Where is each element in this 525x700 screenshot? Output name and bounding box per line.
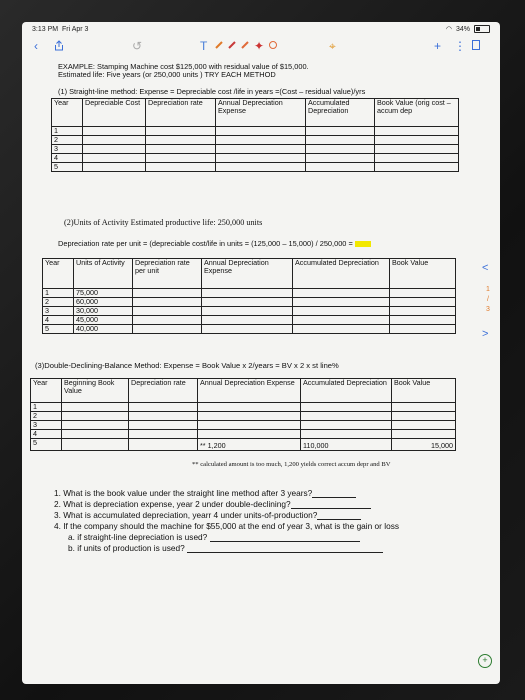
col-depreciation-rate: Depreciation rate — [129, 379, 198, 403]
status-bar — [22, 22, 500, 36]
expense-cell[interactable] — [202, 298, 293, 307]
highlighter-icon[interactable] — [240, 40, 250, 52]
table-row — [31, 430, 456, 439]
year-cell: 1 — [31, 403, 62, 412]
book-value-cell: 15,000 — [392, 439, 456, 451]
beginning-bv-cell[interactable] — [62, 430, 129, 439]
page-icon[interactable] — [472, 40, 480, 52]
expense-cell[interactable] — [216, 127, 306, 136]
units-cell: 30,000 — [74, 307, 133, 316]
units-cell: 75,000 — [74, 289, 133, 298]
table-row — [43, 289, 456, 298]
book-value-cell[interactable] — [392, 421, 456, 430]
ddb-title: (3)Double-Declining-Balance Method: Expense = Book Value x 2/years = BV x 2 x st line% — [35, 361, 339, 370]
expense-cell[interactable] — [216, 136, 306, 145]
table-row — [31, 412, 456, 421]
accumulated-cell[interactable] — [301, 403, 392, 412]
table-row — [31, 439, 456, 451]
depreciable-cost-cell[interactable] — [83, 154, 146, 163]
year-cell: 4 — [52, 154, 83, 163]
eraser-icon[interactable] — [268, 40, 278, 52]
undo-icon[interactable]: ↺ — [132, 39, 143, 53]
expense-cell[interactable] — [216, 154, 306, 163]
col-accumulated: Accumulated Depreciation — [293, 259, 390, 289]
table-row — [52, 154, 459, 163]
col-year: Year — [43, 259, 74, 289]
screen — [22, 22, 500, 684]
accumulated-cell[interactable] — [293, 316, 390, 325]
answer-line[interactable] — [312, 489, 356, 498]
year-cell: 2 — [52, 136, 83, 145]
book-value-cell[interactable] — [375, 163, 459, 172]
rate-cell[interactable] — [146, 163, 216, 172]
units-cell: 40,000 — [74, 325, 133, 334]
book-value-cell[interactable] — [390, 316, 456, 325]
table-header-row — [43, 259, 456, 289]
table-row — [43, 316, 456, 325]
book-value-cell[interactable] — [390, 307, 456, 316]
accumulated-cell[interactable] — [306, 163, 375, 172]
accumulated-cell[interactable] — [306, 145, 375, 154]
zoom-icon[interactable]: + — [478, 654, 492, 668]
year-cell: 4 — [31, 430, 62, 439]
rate-cell[interactable] — [146, 127, 216, 136]
rate-cell[interactable] — [129, 439, 198, 451]
accumulated-cell[interactable] — [306, 136, 375, 145]
highlight-mark — [355, 241, 371, 247]
expense-cell[interactable] — [216, 145, 306, 154]
expense-cell: ** 1,200 — [198, 439, 301, 451]
table-row — [52, 163, 459, 172]
question-4a — [68, 533, 360, 542]
year-cell: 1 — [52, 127, 83, 136]
table-row — [43, 298, 456, 307]
accumulated-cell[interactable] — [301, 430, 392, 439]
answer-line[interactable] — [317, 511, 361, 520]
col-book-value: Book Value — [390, 259, 456, 289]
answer-line[interactable] — [210, 533, 360, 542]
question-2 — [54, 500, 371, 509]
year-cell: 2 — [31, 412, 62, 421]
question-4b — [68, 544, 383, 553]
rate-cell[interactable] — [129, 421, 198, 430]
rate-cell[interactable] — [146, 154, 216, 163]
date-text: Fri Apr 3 — [61, 26, 89, 33]
chevron-right-icon[interactable]: > — [482, 328, 489, 340]
question-4a-text: a. if straight-line depreciation is used? — [68, 532, 208, 542]
year-cell: 3 — [31, 421, 62, 430]
question-4b-text: b. if units of production is used? — [68, 543, 185, 553]
text-tool-icon[interactable]: T — [200, 39, 208, 53]
ddb-footnote: ** calculated amount is too much, 1,200 yields correct accum depr and BV — [192, 461, 391, 468]
depreciable-cost-cell[interactable] — [83, 145, 146, 154]
location-pin-icon[interactable]: ⌖ — [329, 39, 336, 53]
year-cell: 3 — [43, 307, 74, 316]
rate-cell[interactable] — [129, 430, 198, 439]
status-right — [446, 25, 490, 33]
example-line-2: Estimated life: Five years (or 250,000 units ) TRY EACH METHOD — [58, 70, 276, 79]
book-value-cell[interactable] — [375, 136, 459, 145]
depreciable-cost-cell[interactable] — [83, 136, 146, 145]
col-year: Year — [52, 99, 83, 127]
accumulated-cell[interactable] — [306, 127, 375, 136]
units-activity-table — [42, 258, 456, 334]
battery-percent: 34% — [455, 25, 470, 33]
rate-cell[interactable] — [133, 316, 202, 325]
year-cell: 2 — [43, 298, 74, 307]
col-units: Units of Activity — [74, 259, 133, 289]
book-value-cell[interactable] — [390, 298, 456, 307]
accumulated-cell: 110,000 — [301, 439, 392, 451]
expense-cell[interactable] — [202, 307, 293, 316]
col-depreciable-cost: Depreciable Cost — [83, 99, 146, 127]
col-rate-per-unit: Depreciation rate per unit — [133, 259, 202, 289]
rate-cell[interactable] — [133, 307, 202, 316]
table-row — [31, 403, 456, 412]
expense-cell[interactable] — [202, 316, 293, 325]
example-line-1: EXAMPLE: Stamping Machine cost $125,000 with residual value of $15,000. — [58, 62, 309, 71]
chevron-left-icon[interactable]: ‹ — [34, 39, 38, 53]
lasso-icon[interactable] — [214, 40, 224, 52]
shapes-icon[interactable]: ✦ — [254, 39, 265, 53]
question-4: 4. If the company should the machine for $55,000 at the end of year 3, what is the gain or loss — [54, 521, 399, 531]
year-cell: 3 — [52, 145, 83, 154]
accumulated-cell[interactable] — [293, 325, 390, 334]
rate-cell[interactable] — [146, 136, 216, 145]
pen-icon[interactable] — [227, 40, 237, 52]
expense-cell[interactable] — [216, 163, 306, 172]
col-year: Year — [31, 379, 62, 403]
book-value-cell[interactable] — [392, 403, 456, 412]
units-activity-title: (2)Units of Activity Estimated productive life: 250,000 units — [64, 218, 263, 227]
rate-cell[interactable] — [133, 289, 202, 298]
year-cell: 5 — [52, 163, 83, 172]
question-1 — [54, 489, 356, 498]
rate-cell[interactable] — [146, 145, 216, 154]
accumulated-cell[interactable] — [293, 289, 390, 298]
page-navigator — [478, 252, 500, 462]
col-annual-expense: Annual Depreciation Expense — [216, 99, 306, 127]
page-current: 1 — [486, 286, 490, 293]
table-row — [43, 325, 456, 334]
units-rate-line — [58, 239, 371, 248]
wifi-icon: ◠ — [445, 26, 452, 33]
table-row — [31, 421, 456, 430]
beginning-bv-cell[interactable] — [62, 439, 129, 451]
expense-cell[interactable] — [202, 289, 293, 298]
question-3-text: 3. What is accumulated depreciation, yearr 4 under units-of-production? — [54, 510, 318, 520]
units-cell: 45,000 — [74, 316, 133, 325]
accumulated-cell[interactable] — [293, 298, 390, 307]
table-header-row — [31, 379, 456, 403]
col-accumulated: Accumulated Depreciation — [306, 99, 375, 127]
col-book-value: Book Value (orig cost – accum dep — [375, 99, 459, 127]
col-annual-expense: Annual Depreciation Expense — [202, 259, 293, 289]
table-row — [52, 127, 459, 136]
expense-cell[interactable] — [202, 325, 293, 334]
depreciable-cost-cell[interactable] — [83, 163, 146, 172]
accumulated-cell[interactable] — [293, 307, 390, 316]
book-value-cell[interactable] — [375, 127, 459, 136]
year-cell: 5 — [31, 439, 62, 451]
rate-cell[interactable] — [133, 298, 202, 307]
page-separator: / — [487, 296, 489, 303]
question-1-text: 1. What is the book value under the straight line method after 3 years? — [54, 488, 313, 498]
units-cell: 60,000 — [74, 298, 133, 307]
question-3 — [54, 511, 361, 520]
annotation-toolbar — [22, 38, 500, 56]
accumulated-cell[interactable] — [301, 412, 392, 421]
col-accumulated: Accumulated Depreciation — [301, 379, 392, 403]
page-total: 3 — [486, 306, 490, 313]
more-icon[interactable]: ⋮ — [454, 39, 466, 53]
book-value-cell[interactable] — [392, 430, 456, 439]
year-cell: 1 — [43, 289, 74, 298]
accumulated-cell[interactable] — [301, 421, 392, 430]
accumulated-cell[interactable] — [306, 154, 375, 163]
table-row — [52, 136, 459, 145]
book-value-cell[interactable] — [390, 289, 456, 298]
col-book-value: Book Value — [392, 379, 456, 403]
rate-cell[interactable] — [129, 403, 198, 412]
year-cell: 5 — [43, 325, 74, 334]
table-row — [43, 307, 456, 316]
depreciable-cost-cell[interactable] — [83, 127, 146, 136]
document-page — [22, 58, 500, 684]
col-depreciation-rate: Depreciation rate — [146, 99, 216, 127]
book-value-cell[interactable] — [375, 154, 459, 163]
col-annual-expense: Annual Depreciation Expense — [198, 379, 301, 403]
table-header-row — [52, 99, 459, 127]
expense-cell[interactable] — [198, 403, 301, 412]
year-cell: 4 — [43, 316, 74, 325]
time-text: 3:13 PM — [32, 26, 59, 33]
ddb-table — [30, 378, 456, 451]
expense-cell[interactable] — [198, 421, 301, 430]
rate-cell[interactable] — [129, 412, 198, 421]
share-icon[interactable] — [54, 40, 64, 53]
book-value-cell[interactable] — [392, 412, 456, 421]
answer-line[interactable] — [291, 500, 371, 509]
status-time — [32, 26, 88, 33]
question-2-text: 2. What is depreciation expense, year 2 under double-declining? — [54, 499, 291, 509]
straight-line-title: (1) Straight-line method: Expense = Depreciable cost /life in years =(Cost – residual value)/yrs — [58, 87, 366, 96]
beginning-bv-cell[interactable] — [62, 412, 129, 421]
answer-line[interactable] — [187, 544, 383, 553]
units-rate-text: Depreciation rate per unit = (depreciable cost/life in units = (125,000 – 15,000) / 250,000 = — [58, 239, 353, 248]
chevron-left-icon[interactable]: < — [482, 262, 489, 274]
book-value-cell[interactable] — [390, 325, 456, 334]
table-row — [52, 145, 459, 154]
expense-cell[interactable] — [198, 412, 301, 421]
col-beginning-book-value: Beginning Book Value — [62, 379, 129, 403]
straight-line-table — [51, 98, 459, 172]
book-value-cell[interactable] — [375, 145, 459, 154]
rate-cell[interactable] — [133, 325, 202, 334]
add-icon[interactable]: + — [434, 39, 442, 53]
beginning-bv-cell[interactable] — [62, 421, 129, 430]
expense-cell[interactable] — [198, 430, 301, 439]
battery-icon — [474, 25, 490, 33]
beginning-bv-cell[interactable] — [62, 403, 129, 412]
